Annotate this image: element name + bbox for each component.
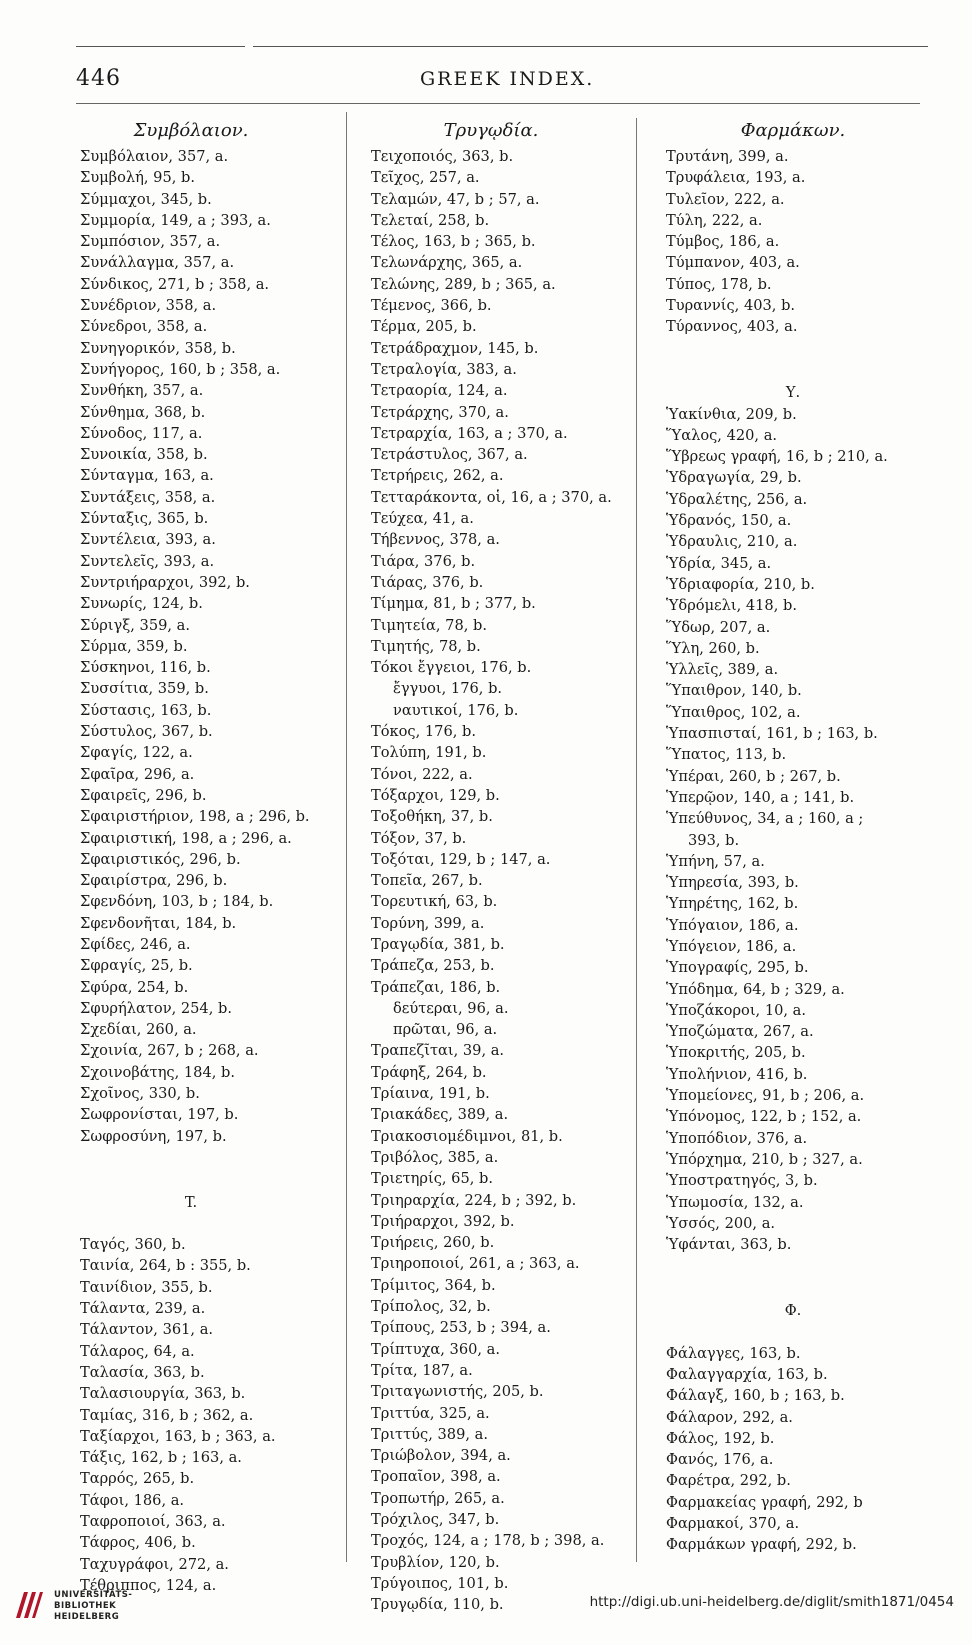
index-entry: Σφαιρίστρα, 296, b. [80, 872, 228, 890]
index-entry: Τόκος, 176, b. [371, 723, 476, 741]
index-entry: Ὑπερῷον, 140, a ; 141, b. [666, 788, 855, 806]
index-entry: Τρυτάνη, 399, a. [666, 148, 789, 165]
index-entry: Ὕπαιθρον, 140, b. [666, 682, 802, 700]
index-entry: Ὑποζώματα, 267, a. [666, 1023, 814, 1041]
index-entry: Τελωνάρχης, 365, a. [371, 254, 523, 272]
index-entry: Τύμβος, 186, a. [666, 233, 780, 251]
index-subentry: ναυτικοί, 176, b. [393, 701, 519, 719]
index-entry: Τύλη, 222, a. [666, 211, 763, 229]
page-footer [0, 1580, 972, 1645]
index-entry: Ὑπήνη, 57, a. [666, 852, 765, 870]
index-entry: Ταινίδιον, 355, b. [80, 1278, 213, 1296]
index-entry: Τυραννίς, 403, b. [666, 297, 796, 315]
index-entry: Τριττύα, 325, a. [371, 1404, 490, 1422]
source-url-link[interactable]: http://digi.ub.uni-heidelberg.de/diglit/smith1871/0454 [589, 1594, 954, 1610]
index-entry: Τεύχεα, 41, a. [371, 510, 474, 528]
letter-heading: Υ. [785, 384, 801, 402]
index-entry: Σφαιριστικός, 296, b. [80, 850, 241, 868]
index-entry: Τριττύς, 389, a. [371, 1425, 488, 1443]
index-entry: Σφαῖρα, 296, a. [80, 765, 195, 783]
index-entry: Ὑποκριτής, 205, b. [666, 1044, 806, 1062]
index-entry: Ὕδωρ, 207, a. [666, 618, 771, 636]
index-entry: Τριήρεις, 260, b. [371, 1234, 495, 1252]
index-entry: Σύστασις, 163, b. [80, 701, 212, 719]
index-entry: Ὕλη, 260, b. [666, 639, 760, 657]
index-entry: Τρίπολος, 32, b. [371, 1298, 491, 1316]
index-entry: Σύνοδος, 117, a. [80, 424, 203, 442]
index-entry: Σύσκηνοι, 116, b. [80, 659, 211, 677]
index-entry: Τύμπανον, 403, a. [666, 254, 800, 272]
index-entry: Σφυρήλατον, 254, b. [80, 999, 232, 1017]
index-entry: Συνωρίς, 124, b. [80, 595, 203, 613]
index-entry: Ὑποζάκοροι, 10, a. [666, 1001, 807, 1019]
index-entry: Φάλαγγες, 163, b. [666, 1344, 801, 1362]
index-entry: Ταινία, 264, b : 355, b. [80, 1257, 251, 1275]
index-entry: Φάλος, 192, b. [666, 1429, 775, 1447]
index-entry: Σύνθημα, 368, b. [80, 403, 206, 421]
index-entry: Τορύνη, 399, a. [371, 914, 485, 932]
letter-heading: T. [184, 1193, 198, 1211]
index-entry: Ταξίαρχοι, 163, b ; 363, a. [80, 1427, 276, 1445]
index-entry: Τριώβολον, 394, a. [371, 1447, 511, 1465]
index-entry: Τοξοθήκη, 37, b. [371, 808, 493, 826]
index-entry: Ὕπατος, 113, b. [666, 746, 787, 764]
index-entry: Τράφηξ, 264, b. [371, 1063, 487, 1081]
index-entry: Τάξις, 162, b ; 163, a. [80, 1449, 242, 1467]
index-subentry: 393, b. [688, 831, 740, 849]
index-entry: Ὑδρανός, 150, a. [666, 512, 792, 530]
index-entry: Τροπαῖον, 398, a. [371, 1468, 501, 1486]
index-entry: Σωφροσύνη, 197, b. [80, 1127, 227, 1145]
page-header [0, 66, 972, 94]
index-entry: Ταχυγράφοι, 272, a. [80, 1555, 229, 1573]
index-entry: Τόνοι, 222, a. [371, 765, 473, 783]
index-entry: Τρόχιλος, 347, b. [371, 1511, 500, 1528]
blank-line [666, 1255, 931, 1276]
index-entry: Ὑποπόδιον, 376, a. [666, 1129, 808, 1147]
index-entry: Ταμίας, 316, b ; 362, a. [80, 1406, 254, 1424]
index-entry: Τάλαντα, 239, a. [80, 1300, 206, 1318]
index-entry: Συντριήραρχοι, 392, b. [80, 573, 250, 591]
index-entry: Τετράστυλος, 367, a. [371, 446, 528, 464]
index-entry: Σχεδίαι, 260, a. [80, 1021, 197, 1039]
blank-line [666, 359, 931, 380]
header-rule [76, 103, 920, 104]
index-entry: Σφραγίς, 25, b. [80, 957, 193, 975]
column-catchword: Φαρμάκων. [740, 120, 846, 141]
index-entry: Ὑπόγειον, 186, a. [666, 937, 797, 955]
index-entry: Φαλαγγαρχία, 163, b. [666, 1365, 828, 1383]
index-entry: Ταλασιουργία, 363, b. [80, 1385, 246, 1403]
index-entry: Ταλασία, 363, b. [80, 1363, 205, 1381]
index-subentry: δεύτεραι, 96, a. [393, 999, 509, 1017]
index-entry: Τιμητεία, 78, b. [371, 616, 488, 634]
running-title: GREEK INDEX. [420, 68, 595, 90]
index-entry: Ὑπολήνιον, 416, b. [666, 1065, 808, 1083]
index-entry: Συμπόσιον, 357, a. [80, 233, 221, 251]
index-entry: Σχοῖνος, 330, b. [80, 1085, 200, 1103]
index-entry: Ὑποστρατηγός, 3, b. [666, 1172, 818, 1190]
index-entry: Φάλαρον, 292, a. [666, 1408, 793, 1426]
index-entry: Τροχός, 124, a ; 178, b ; 398, a. [371, 1532, 605, 1550]
index-column-2 [371, 116, 656, 1615]
library-name-line: BIBLIOTHEK [54, 1601, 117, 1611]
index-entry: Σφαιρεῖς, 296, b. [80, 786, 207, 804]
library-name-line: UNIVERSITÄTS- [54, 1590, 133, 1600]
index-entry: Τάλαρος, 64, a. [80, 1342, 195, 1360]
index-entry: Ὕβρεως γραφή, 16, b ; 210, a. [666, 448, 888, 466]
index-entry: Τριηραρχία, 224, b ; 392, b. [371, 1191, 577, 1209]
index-entry: Τριήραρχοι, 392, b. [371, 1212, 515, 1230]
index-entry: Ὑδραλέτης, 256, a. [666, 490, 808, 508]
index-entry: Τυλεῖον, 222, a. [666, 190, 785, 208]
index-entry: Συνάλλαγμα, 357, a. [80, 254, 235, 272]
index-entry: Τριβόλος, 385, a. [371, 1148, 499, 1166]
index-entry: Τόξαρχοι, 129, b. [371, 786, 500, 804]
index-entry: Σύνεδροι, 358, a. [80, 318, 208, 336]
index-column-1 [80, 116, 360, 1596]
index-entry: Συνηγορικόν, 358, b. [80, 339, 236, 357]
index-entry: Συμβολή, 95, b. [80, 169, 195, 187]
index-entry: Σύνταγμα, 163, a. [80, 467, 214, 485]
index-entry: Τράπεζαι, 186, b. [371, 978, 501, 996]
index-entry: Τρίπους, 253, b ; 394, a. [371, 1319, 551, 1337]
index-entry: Ὑπηρέτης, 162, b. [666, 895, 799, 913]
university-logo-icon [12, 1588, 46, 1622]
index-entry: Σφαιριστήριον, 198, a ; 296, b. [80, 808, 310, 826]
index-entry: Τετράρχης, 370, a. [371, 403, 509, 421]
index-entry: Τίμημα, 81, b ; 377, b. [371, 595, 536, 613]
index-entry: Τόκοι ἔγγειοι, 176, b. [371, 659, 532, 677]
index-entry: Σφαιριστική, 198, a ; 296, a. [80, 829, 292, 847]
index-entry: Σύστυλος, 367, b. [80, 723, 213, 741]
index-entry: Σφίδες, 246, a. [80, 935, 191, 953]
index-entry: Τελώνης, 289, b ; 365, a. [371, 275, 556, 293]
index-entry: Τέμενος, 366, b. [371, 297, 492, 315]
index-entry: Σφύρα, 254, b. [80, 978, 189, 996]
index-entry: Τόξον, 37, b. [371, 829, 467, 847]
index-entry: Τέθριππος, 124, a. [80, 1576, 217, 1594]
index-entry: Τορευτική, 63, b. [371, 893, 498, 911]
index-entry: Τριταγωνιστής, 205, b. [371, 1383, 544, 1401]
index-entry: Φαρμάκων γραφή, 292, b. [666, 1536, 857, 1554]
index-entry: Τήβεννος, 378, a. [371, 531, 500, 549]
index-entry: Συμβόλαιον, 357, a. [80, 148, 229, 165]
index-entry: Τιμητής, 78, b. [371, 637, 481, 655]
index-entry: Τειχοποιός, 363, b. [371, 148, 514, 165]
blank-line [666, 1321, 931, 1342]
blank-line [666, 338, 931, 359]
index-entry: Ὑφάνται, 363, b. [666, 1236, 792, 1254]
index-entry: Συντελεῖς, 393, a. [80, 552, 215, 570]
index-entry: Ταφροποιοί, 363, a. [80, 1513, 226, 1530]
library-name-line: HEIDELBERG [54, 1612, 120, 1622]
index-entry: Ὑπεύθυνος, 34, a ; 160, a ; [666, 810, 864, 828]
index-entry: Φαρέτρα, 292, b. [666, 1472, 791, 1490]
index-entry: Τράπεζα, 253, b. [371, 957, 495, 975]
index-entry: Συντάξεις, 358, a. [80, 488, 216, 506]
index-entry: Σύμμαχοι, 345, b. [80, 190, 212, 208]
index-entry: Ὑπομείονες, 91, b ; 206, a. [666, 1087, 865, 1105]
index-entry: Φανός, 176, a. [666, 1451, 774, 1469]
index-entry: Συνέδριον, 358, a. [80, 297, 217, 315]
index-entry: Φαρμακείας γραφή, 292, b [666, 1493, 863, 1511]
blank-line [80, 1147, 360, 1168]
index-entry: Σύνδικος, 271, b ; 358, a. [80, 275, 270, 293]
index-entry: Τοξόται, 129, b ; 147, a. [371, 850, 551, 868]
index-entry: Τιάρας, 376, b. [371, 573, 484, 591]
blank-line [80, 1213, 360, 1234]
top-rule-gap [245, 44, 253, 49]
index-subentry: ἔγγυοι, 176, b. [393, 680, 503, 698]
index-entry: Συμμορία, 149, a ; 393, a. [80, 211, 271, 229]
index-entry: Τραγῳδία, 381, b. [371, 935, 505, 953]
index-entry: Τετραρχία, 163, a ; 370, a. [371, 424, 568, 442]
index-entry: Ὑπηρεσία, 393, b. [666, 874, 799, 892]
index-entry: Ὑπόρχημα, 210, b ; 327, a. [666, 1150, 863, 1168]
index-entry: Σχοινοβάτης, 184, b. [80, 1063, 236, 1081]
index-column-3 [666, 116, 931, 1556]
index-entry: Τάφρος, 406, b. [80, 1534, 196, 1552]
column-catchword: Συμβόλαιον. [133, 120, 249, 141]
index-entry: Συνοικία, 358, b. [80, 446, 208, 464]
index-entry: Τοπεῖα, 267, b. [371, 872, 483, 890]
index-entry: Σφενδονῆται, 184, b. [80, 914, 237, 932]
index-entry: Ὕαλος, 420, a. [666, 426, 778, 444]
index-entry: Τέρμα, 205, b. [371, 318, 477, 336]
index-entry: Σφενδόνη, 103, b ; 184, b. [80, 893, 274, 911]
blank-line [80, 1168, 360, 1189]
index-entry: Τετράδραχμον, 145, b. [371, 339, 539, 357]
index-entry: Φάλαγξ, 160, b ; 163, b. [666, 1387, 845, 1405]
index-entry: Συνήγορος, 160, b ; 358, a. [80, 360, 281, 378]
index-entry: Τάλαντον, 361, a. [80, 1321, 214, 1339]
letter-heading: Φ. [784, 1302, 802, 1320]
index-entry: Σχοινία, 267, b ; 268, a. [80, 1042, 259, 1060]
index-entry: Ὑπογραφίς, 295, b. [666, 959, 809, 977]
index-entry: Ὑπέραι, 260, b ; 267, b. [666, 767, 841, 785]
page-number: 446 [76, 66, 121, 91]
index-entry: Τάφοι, 186, a. [80, 1491, 185, 1509]
index-entry: Ταρρός, 265, b. [80, 1470, 195, 1488]
index-entry: Τιάρα, 376, b. [371, 552, 476, 570]
index-entry: Τετταράκοντα, οἱ, 16, a ; 370, a. [371, 488, 612, 506]
index-entry: Τρυφάλεια, 193, a. [666, 169, 806, 187]
index-entry: Ὑακίνθια, 209, b. [666, 405, 797, 423]
index-entry: Τολύπη, 191, b. [371, 744, 487, 762]
index-entry: Ὑδρία, 345, a. [666, 554, 772, 572]
index-entry: Σύρμα, 359, b. [80, 637, 188, 655]
index-entry: Τετραορία, 124, a. [371, 382, 508, 400]
index-entry: Ὑδραγωγία, 29, b. [666, 469, 802, 487]
index-entry: Τρίαινα, 191, b. [371, 1085, 490, 1103]
index-entry: Ὑπόνομος, 122, b ; 152, a. [666, 1108, 862, 1126]
index-entry: Τριακοσιομέδιμνοι, 81, b. [371, 1127, 563, 1145]
index-entry: Σωφρονίσται, 197, b. [80, 1106, 239, 1124]
index-entry: Τεῖχος, 257, a. [371, 169, 480, 187]
index-entry: Φαρμακοί, 370, a. [666, 1515, 800, 1532]
index-entry: Τετρήρεις, 262, a. [371, 467, 504, 485]
index-entry: Τριηροποιοί, 261, a ; 363, a. [371, 1255, 580, 1273]
index-entry: Ὑπόγαιον, 186, a. [666, 916, 799, 934]
index-entry: Τετραλογία, 383, a. [371, 360, 517, 378]
index-entry: Σφαγίς, 122, a. [80, 744, 193, 762]
index-entry: Σύριγξ, 359, a. [80, 616, 191, 634]
index-entry: Ὑπασπισταί, 161, b ; 163, b. [666, 725, 878, 743]
index-entry: Τρίτα, 187, a. [371, 1361, 473, 1379]
index-entry: Τελαμών, 47, b ; 57, a. [371, 190, 540, 208]
index-entry: Ὑσσός, 200, a. [666, 1214, 776, 1232]
index-entry: Τριακάδες, 389, a. [371, 1106, 509, 1124]
index-entry: Συντέλεια, 393, a. [80, 531, 216, 549]
index-entry: Τρίπτυχα, 360, a. [371, 1340, 501, 1358]
index-entry: Ὕπαιθρος, 102, a. [666, 703, 801, 721]
index-entry: Τριετηρίς, 65, b. [371, 1170, 493, 1188]
index-entry: Σύνταξις, 365, b. [80, 510, 209, 528]
index-entry: Ὑδρόμελι, 418, b. [666, 597, 797, 615]
index-entry: Τραπεζῖται, 39, a. [371, 1042, 505, 1060]
index-subentry: πρῶται, 96, a. [393, 1021, 498, 1039]
top-rule [76, 46, 928, 47]
index-entry: Τύραννος, 403, a. [666, 318, 798, 336]
index-entry: Συνθήκη, 357, a. [80, 382, 204, 400]
index-entry: Τροπωτήρ, 265, a. [371, 1489, 505, 1507]
index-entry: Τέλος, 163, b ; 365, b. [371, 233, 536, 251]
blank-line [666, 1277, 931, 1298]
library-name [54, 1590, 132, 1623]
index-entry: Συσσίτια, 359, b. [80, 680, 209, 698]
index-entry: Ὑπόδημα, 64, b ; 329, a. [666, 980, 845, 998]
index-entry: Ὑδριαφορία, 210, b. [666, 575, 815, 593]
index-entry: Ὑδραυλις, 210, a. [666, 533, 798, 551]
index-entry: Τρύγοιπος, 101, b. [371, 1574, 509, 1592]
index-entry: Τρίμιτος, 364, b. [371, 1276, 496, 1294]
index-entry: Ὑλλεῖς, 389, a. [666, 661, 779, 679]
index-entry: Τελεταί, 258, b. [371, 211, 490, 229]
index-entry: Τύπος, 178, b. [666, 275, 772, 293]
index-entry: Τρυγῳδία, 110, b. [371, 1596, 504, 1614]
column-catchword: Τρυγῳδία. [443, 120, 539, 141]
index-entry: Ὑπωμοσία, 132, a. [666, 1193, 804, 1211]
index-entry: Τρυβλίον, 120, b. [371, 1553, 500, 1571]
index-entry: Ταγός, 360, b. [80, 1236, 186, 1254]
